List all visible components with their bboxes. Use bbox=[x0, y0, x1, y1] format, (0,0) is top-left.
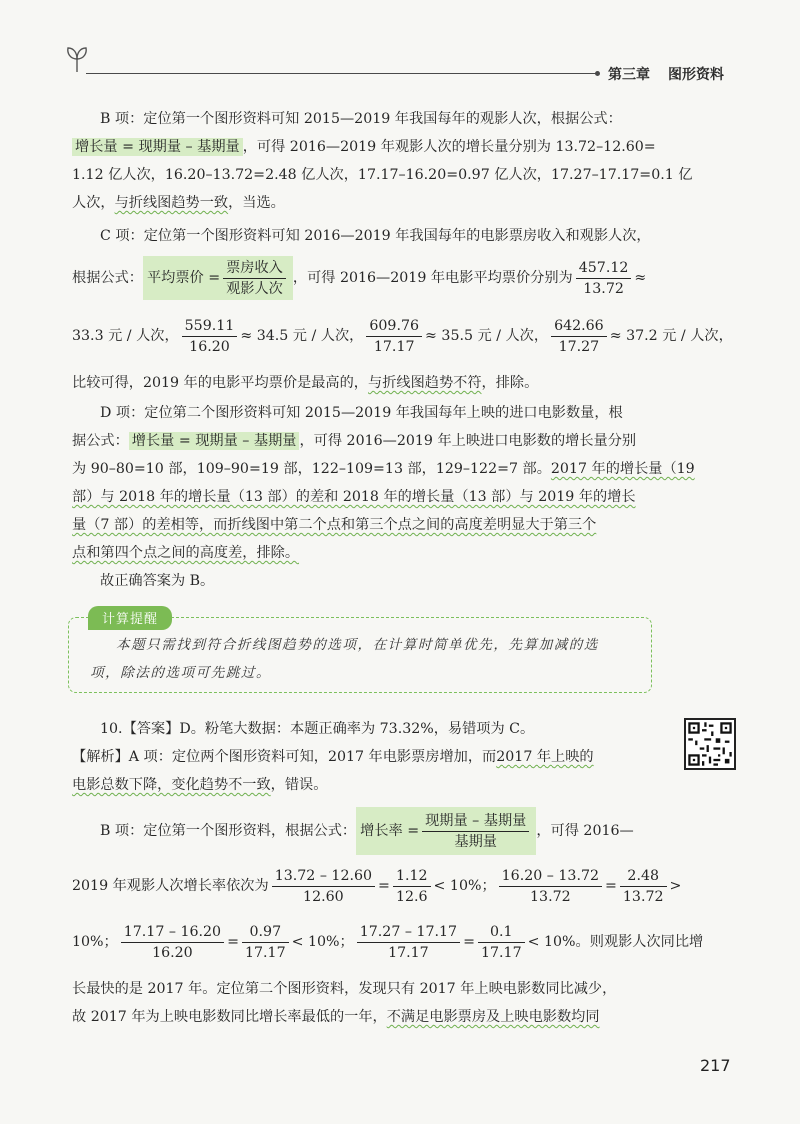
answer-line: 故正确答案为 B。 bbox=[100, 573, 215, 589]
avg-price-formula: 平均票价 = $\frac{\text{票房收入}}{\text{观影人次}}$ bbox=[143, 256, 293, 300]
qr-code[interactable] bbox=[684, 718, 736, 770]
q10-b-line-1: B 项：定位第一个图形资料，根据公式： 增长率 = $\frac{\text{现期量 – 基期量}}{\text{基期量}}$ ，可得 2016— bbox=[100, 807, 634, 855]
fraction: $\frac{16.20 - 13.72}{13.72}$ bbox=[499, 867, 602, 906]
c-line-2: 根据公式： 平均票价 = $\frac{\text{票房收入}}{\text{观影人次}}$ ，可得 2016—2019 年电影平均票价分别为 $\frac{457.12}{13.72}$ ≈ bbox=[72, 256, 646, 300]
page-number: 217 bbox=[700, 1056, 731, 1075]
q10-b-line-3: 10%； $\frac{17.17 - 16.20}{16.20}$ = $\frac{0.97}{17.17}$ < 10%； $\frac{17.27 - 17.17}{17.17}$ = $\frac{0.1}{17.17}$ < 10%。则观影人次同比增 bbox=[72, 923, 704, 961]
fraction: $\frac{2.48}{13.72}$ bbox=[620, 867, 667, 906]
q10-line-1: 10.【答案】D。粉笔大数据：本题正确率为 73.32%，易错项为 C。 bbox=[100, 721, 535, 737]
b-line-1: B 项：定位第一个图形资料可知 2015—2019 年我国每年的观影人次，根据公式： bbox=[100, 111, 622, 127]
sprout-logo bbox=[64, 44, 90, 74]
fraction: $\frac{642.66}{17.27}$ bbox=[551, 317, 607, 356]
fraction: $\frac{559.11}{16.20}$ bbox=[182, 317, 238, 356]
fraction: $\frac{17.27 - 17.17}{17.17}$ bbox=[357, 923, 460, 962]
fraction: $\frac{13.72 - 12.60}{12.60}$ bbox=[272, 867, 375, 906]
d-line-3: 为 90–80=10 部，109–90=19 部，122–109=13 部，129–122=7 部。2017 年的增长量（19 bbox=[72, 461, 695, 477]
fraction: $\frac{609.76}{17.17}$ bbox=[366, 317, 422, 356]
b-line-3: 1.12 亿人次，16.20–13.72=2.48 亿人次，17.17–16.20=0.97 亿人次，17.27–17.17=0.1 亿 bbox=[72, 167, 693, 183]
c-line-3: 33.3 元 / 人次， $\frac{559.11}{16.20}$ ≈ 34.5 元 / 人次， $\frac{609.76}{17.17}$ ≈ 35.5 元 / 人次， $\frac{642.66}{17.27}$ ≈ 37.2 元 / 人次， bbox=[72, 317, 733, 355]
b-line-4: 人次，与折线图趋势一致，当选。 bbox=[72, 195, 285, 211]
chapter-heading bbox=[608, 64, 724, 84]
fraction: $\frac{457.12}{13.72}$ bbox=[576, 259, 632, 298]
chapter-number: 第三章 bbox=[608, 67, 650, 83]
q10-b-line-4: 长最快的是 2017 年。定位第二个图形资料，发现只有 2017 年上映电影数同比减少， bbox=[72, 981, 617, 997]
fraction: $\frac{1.12}{12.6}$ bbox=[393, 867, 431, 906]
d-line-1: D 项：定位第二个图形资料可知 2015—2019 年我国每年上映的进口电影数量，根 bbox=[100, 405, 623, 421]
chapter-title: 图形资料 bbox=[668, 67, 724, 83]
fraction: $\frac{17.17 - 16.20}{16.20}$ bbox=[121, 923, 224, 962]
tip-tab: 计算提醒 bbox=[88, 606, 172, 630]
q10-b-line-2: 2019 年观影人次增长率依次为 $\frac{13.72 - 12.60}{12.60}$ = $\frac{1.12}{12.6}$ < 10%； $\frac{16.20 - 13.72}{13.72}$ = $\frac{2.48}{13.72}$ > bbox=[72, 867, 682, 905]
d-line-4: 部）与 2018 年的增长量（13 部）的差和 2018 年的增长量（13 部）与 2019 年的增长 bbox=[72, 489, 636, 505]
d-formula: 增长量 = 现期量 – 基期量 bbox=[129, 432, 300, 450]
fraction: $\frac{0.97}{17.17}$ bbox=[242, 923, 289, 962]
q10-line-2: 【解析】A 项：定位两个图形资料可知，2017 年电影票房增加，而2017 年上映的 bbox=[72, 749, 594, 765]
q10-line-3: 电影总数下降，变化趋势不一致，错误。 bbox=[72, 777, 328, 793]
c-line-1: C 项：定位第一个图形资料可知 2016—2019 年我国每年的电影票房收入和观影人次， bbox=[100, 228, 651, 244]
header-rule bbox=[86, 73, 598, 74]
growth-rate-formula: 增长率 = $\frac{\text{现期量 – 基期量}}{\text{基期量}}$ bbox=[356, 807, 536, 855]
d-line-5: 量（7 部）的差相等，而折线图中第二个点和第三个点之间的高度差明显大于第三个 bbox=[72, 517, 597, 533]
q10-b-line-5: 故 2017 年为上映电影数同比增长率最低的一年，不满足电影票房及上映电影数均同 bbox=[72, 1009, 600, 1025]
tip-line-2: 项，除法的选项可先跳过。 bbox=[90, 665, 272, 681]
d-line-6: 点和第四个点之间的高度差，排除。 bbox=[72, 545, 300, 561]
b-formula: 增长量 = 现期量 – 基期量 bbox=[72, 138, 243, 156]
d-line-2: 据公式： 增长量 = 现期量 – 基期量 ，可得 2016—2019 年上映进口电影数的增长量分别 bbox=[72, 433, 637, 449]
tip-line-1: 本题只需找到符合折线图趋势的选项，在计算时简单优先，先算加减的选 bbox=[116, 637, 599, 653]
c-line-4: 比较可得，2019 年的电影平均票价是最高的，与折线图趋势不符，排除。 bbox=[72, 375, 539, 391]
fraction: $\frac{0.1}{17.17}$ bbox=[478, 923, 525, 962]
b-line-2: 增长量 = 现期量 – 基期量 ，可得 2016—2019 年观影人次的增长量分别为 13.72–12.60= bbox=[72, 136, 656, 158]
